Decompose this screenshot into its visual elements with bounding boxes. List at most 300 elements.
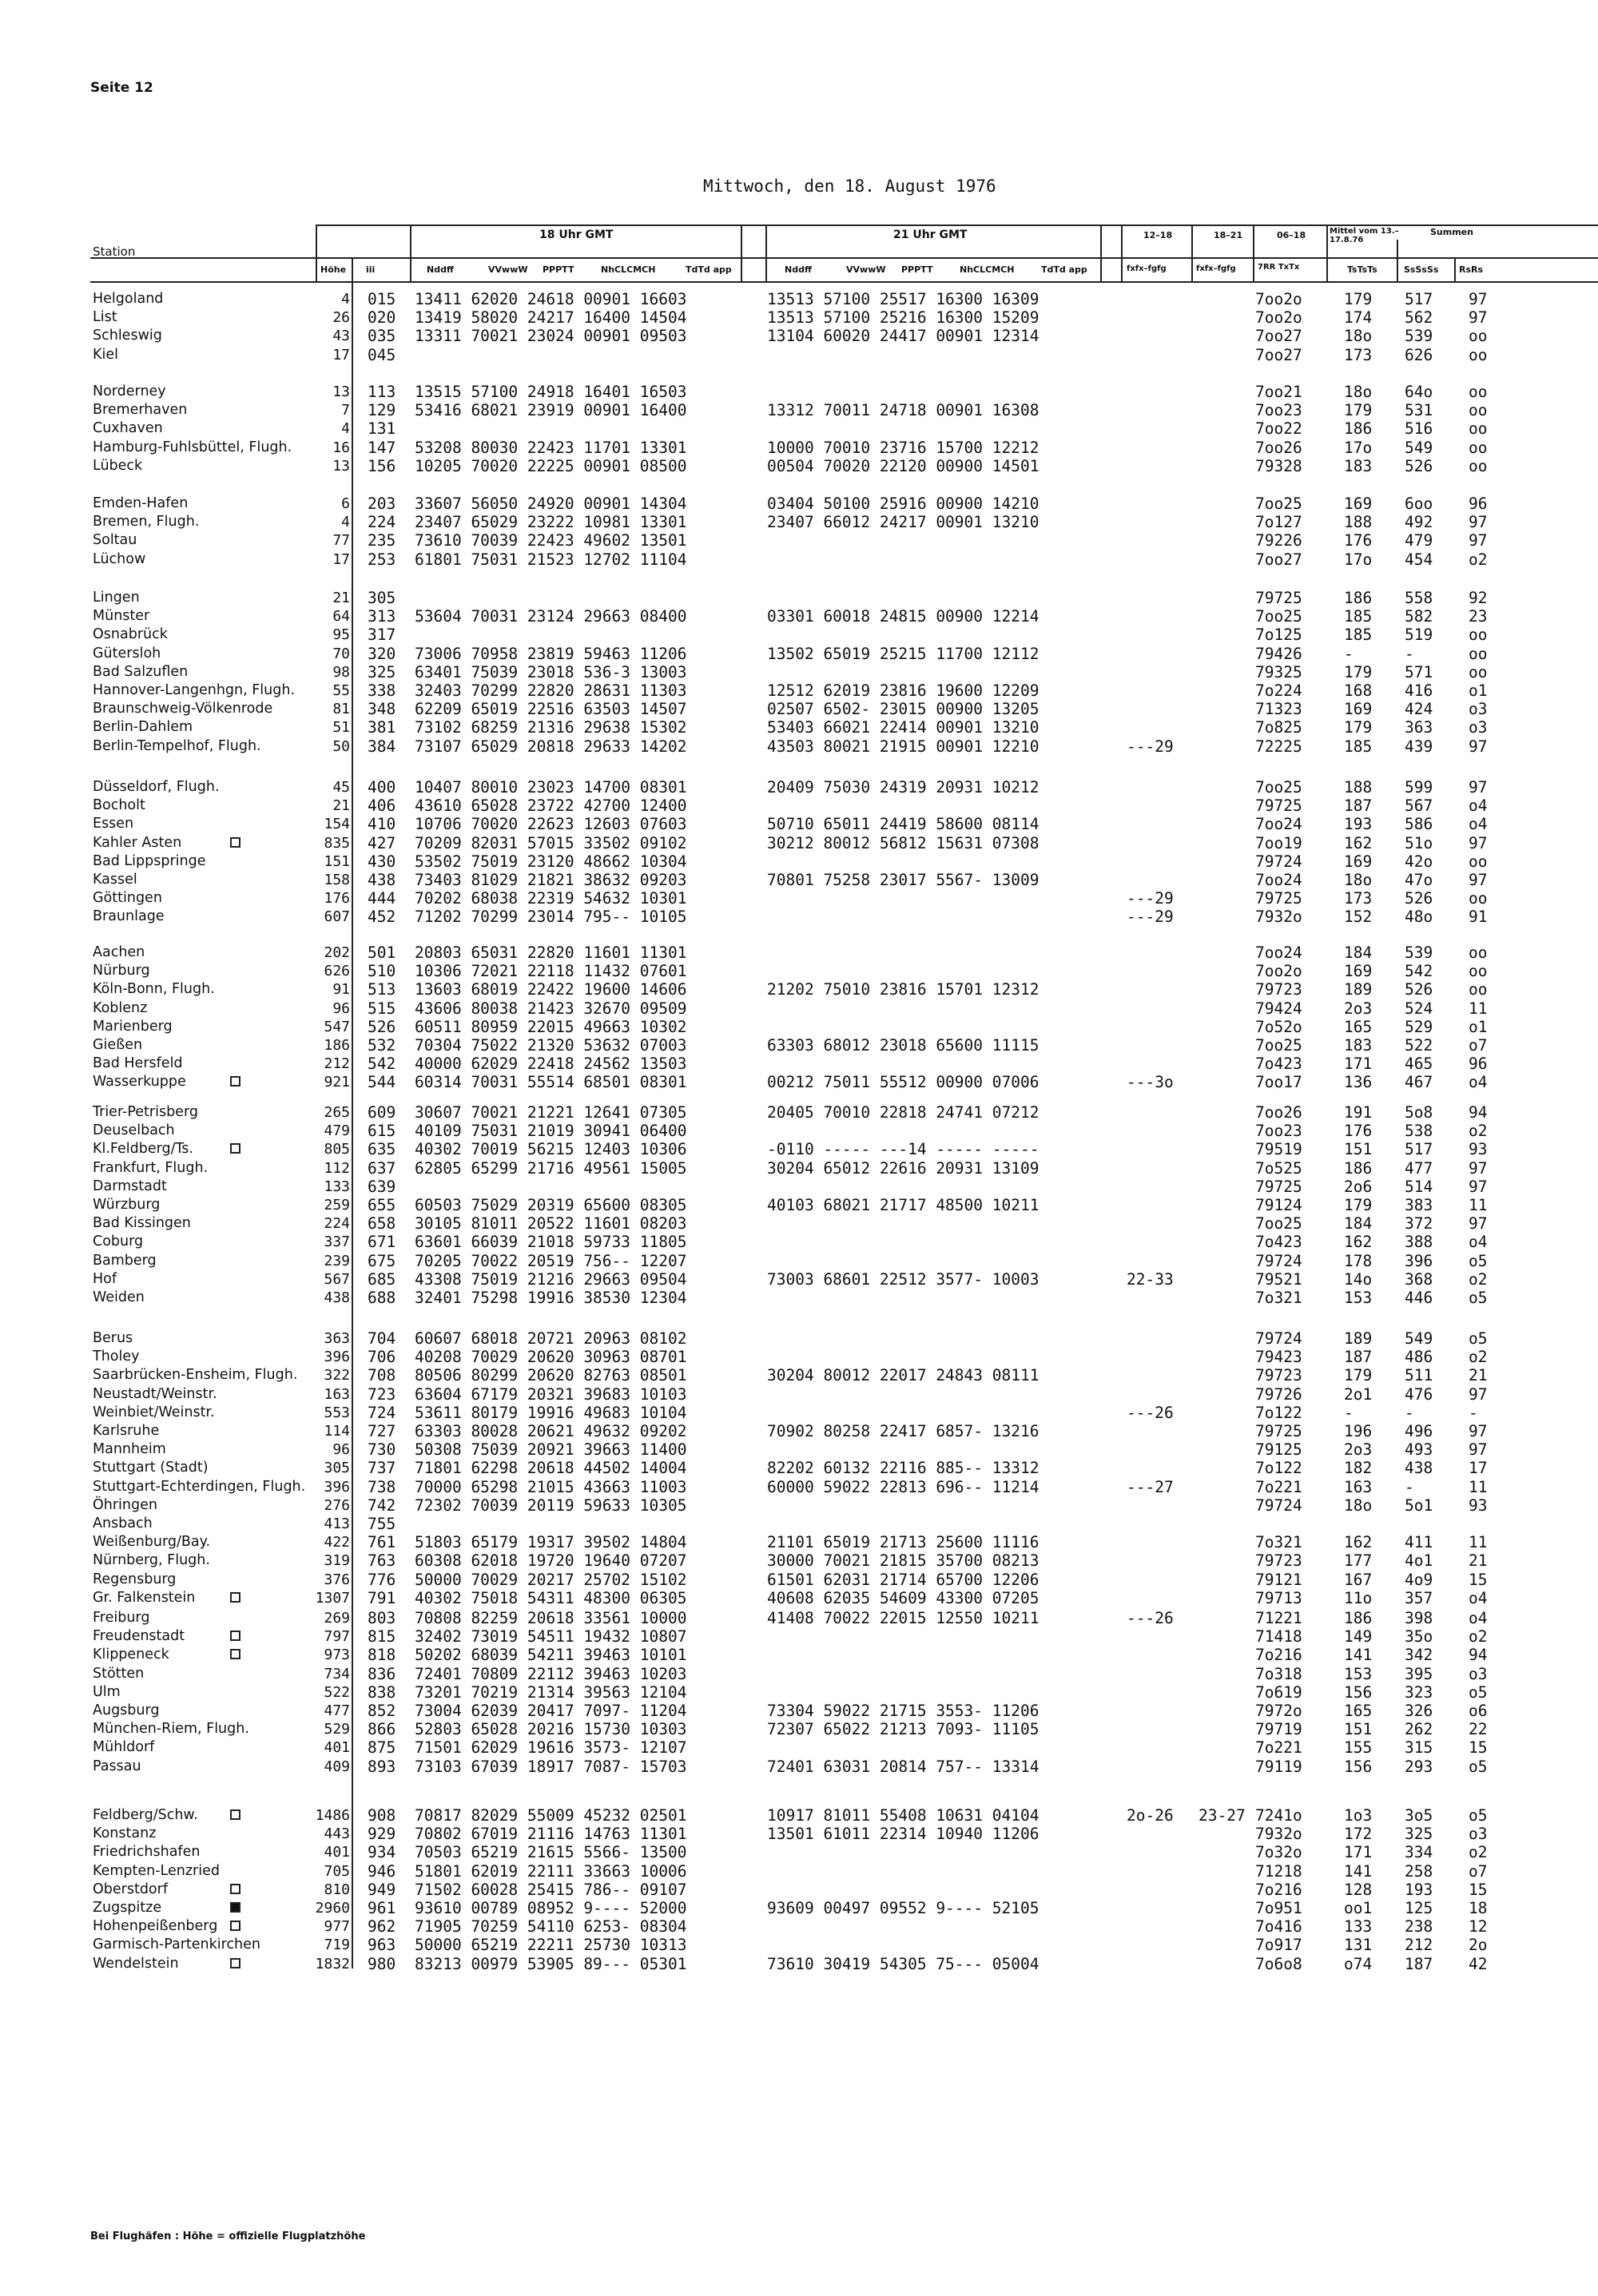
station-id: 113 bbox=[368, 383, 396, 401]
station-height: 96 bbox=[332, 999, 350, 1017]
temp-sum: 18o bbox=[1344, 1496, 1373, 1515]
value-06-18: 7oo23 bbox=[1255, 1122, 1302, 1141]
rain-sum: 97 bbox=[1469, 1384, 1488, 1404]
station-height: 734 bbox=[324, 1665, 350, 1682]
station-id: 704 bbox=[368, 1329, 396, 1348]
header-group-18: 18 Uhr GMT bbox=[539, 228, 614, 241]
rain-sum: 15 bbox=[1469, 1738, 1488, 1758]
sun-sum: 4o1 bbox=[1405, 1551, 1433, 1571]
station-name: Hamburg-Fuhlsbüttel, Flugh. bbox=[93, 439, 292, 455]
obs-18-gmt: 60308 62018 19720 19640 07207 bbox=[415, 1551, 687, 1571]
station-name: Hof bbox=[93, 1270, 117, 1287]
mountain-station-icon bbox=[230, 837, 240, 848]
obs-18-gmt: 10407 80010 23023 14700 08301 bbox=[415, 778, 687, 796]
rain-sum: 92 bbox=[1469, 589, 1488, 607]
station-id: 045 bbox=[368, 345, 396, 364]
station-name: Bremen, Flugh. bbox=[93, 514, 200, 530]
temp-sum: 191 bbox=[1344, 1103, 1373, 1122]
station-id: 317 bbox=[368, 626, 396, 645]
rain-sum: 11 bbox=[1469, 1196, 1488, 1214]
temp-sum: 141 bbox=[1344, 1861, 1373, 1881]
rain-sum: o5 bbox=[1469, 1806, 1488, 1825]
obs-18-gmt: 71502 60028 25415 786-- 09107 bbox=[415, 1880, 687, 1899]
obs-18-gmt: 10306 72021 22118 11432 07601 bbox=[415, 962, 687, 981]
obs-18-gmt: 73201 70219 21314 39563 12104 bbox=[415, 1682, 687, 1702]
obs-18-gmt: 13603 68019 22422 19600 14606 bbox=[415, 980, 687, 999]
rain-sum: o5 bbox=[1469, 1251, 1488, 1270]
station-name: Mannheim bbox=[93, 1441, 166, 1458]
table-row bbox=[0, 550, 1598, 569]
sun-sum: 539 bbox=[1405, 943, 1433, 962]
rain-sum: 97 bbox=[1469, 513, 1488, 532]
temp-sum: 184 bbox=[1344, 1214, 1373, 1233]
value-06-18: 7oo26 bbox=[1255, 1103, 1302, 1122]
station-id: 129 bbox=[368, 401, 396, 420]
obs-18-gmt: 71501 62029 19616 3573- 12107 bbox=[415, 1738, 687, 1758]
obs-18-gmt: 62209 65019 22516 63503 14507 bbox=[415, 700, 687, 719]
temp-sum: 183 bbox=[1344, 1036, 1373, 1055]
table-row bbox=[0, 1178, 1598, 1196]
value-06-18: 79723 bbox=[1255, 980, 1302, 999]
table-row bbox=[0, 663, 1598, 681]
obs-18-gmt: 50000 65219 22211 25730 10313 bbox=[415, 1936, 687, 1955]
station-height: 96 bbox=[332, 1441, 350, 1459]
station-id: 730 bbox=[368, 1440, 396, 1460]
station-name: Schleswig bbox=[93, 328, 162, 344]
sun-sum: 567 bbox=[1405, 796, 1433, 816]
temp-sum: 172 bbox=[1344, 1825, 1373, 1844]
value-06-18: 79519 bbox=[1255, 1140, 1302, 1159]
station-height: 719 bbox=[324, 1937, 350, 1954]
station-name: Freudenstadt bbox=[93, 1628, 185, 1645]
sun-sum: 258 bbox=[1405, 1861, 1433, 1881]
gust-12-18: ---29 bbox=[1127, 889, 1174, 908]
table-row bbox=[0, 1233, 1598, 1251]
obs-18-gmt: 60314 70031 55514 68501 08301 bbox=[415, 1073, 687, 1092]
value-06-18: 7o416 bbox=[1255, 1917, 1302, 1937]
sun-sum: 562 bbox=[1405, 308, 1433, 328]
table-row bbox=[0, 1881, 1598, 1899]
temp-sum: 2o3 bbox=[1344, 999, 1373, 1018]
obs-18-gmt: 53416 68021 23919 00901 16400 bbox=[415, 401, 687, 420]
station-id: 637 bbox=[368, 1158, 396, 1178]
obs-21-gmt: 73610 30419 54305 75--- 05004 bbox=[767, 1954, 1039, 1973]
station-name: Mühldorf bbox=[93, 1739, 155, 1756]
header-col-nddff-21: Nddff bbox=[785, 264, 812, 275]
station-id: 727 bbox=[368, 1422, 396, 1440]
table-row bbox=[0, 1459, 1598, 1477]
temp-sum: 176 bbox=[1344, 1122, 1373, 1141]
rain-sum: o5 bbox=[1469, 1757, 1488, 1776]
table-row bbox=[0, 1422, 1598, 1440]
table-row bbox=[0, 999, 1598, 1018]
sun-sum: 5o1 bbox=[1405, 1496, 1433, 1515]
station-id: 791 bbox=[368, 1588, 396, 1607]
temp-sum: 169 bbox=[1344, 495, 1373, 513]
station-name: Braunschweig-Völkenrode bbox=[93, 701, 273, 717]
station-id: 348 bbox=[368, 700, 396, 719]
value-06-18: 79124 bbox=[1255, 1196, 1302, 1214]
sun-sum: 516 bbox=[1405, 419, 1433, 439]
obs-18-gmt: 10205 70020 22225 00901 08500 bbox=[415, 456, 687, 475]
rain-sum: 93 bbox=[1469, 1496, 1488, 1515]
temp-sum: 153 bbox=[1344, 1289, 1373, 1307]
station-name: Hohenpeißenberg bbox=[93, 1918, 218, 1935]
station-name: Neustadt/Weinstr. bbox=[93, 1385, 217, 1402]
sun-sum: - bbox=[1405, 1477, 1414, 1496]
temp-sum: 162 bbox=[1344, 1233, 1373, 1252]
obs-18-gmt: 13515 57100 24918 16401 16503 bbox=[415, 383, 687, 401]
station-name: Berlin-Dahlem bbox=[93, 719, 193, 736]
sun-sum: 187 bbox=[1405, 1954, 1433, 1973]
table-row bbox=[0, 1385, 1598, 1404]
temp-sum: - bbox=[1344, 644, 1354, 663]
station-name: Norderney bbox=[93, 383, 166, 399]
rain-sum: 97 bbox=[1469, 737, 1488, 756]
station-name: Saarbrücken-Ensheim, Flugh. bbox=[93, 1367, 298, 1384]
table-row bbox=[0, 1758, 1598, 1776]
station-height: 376 bbox=[324, 1571, 350, 1588]
station-id: 542 bbox=[368, 1055, 396, 1074]
temp-sum: 187 bbox=[1344, 796, 1373, 816]
sun-sum: 438 bbox=[1405, 1459, 1433, 1478]
sun-sum: 549 bbox=[1405, 1329, 1433, 1348]
station-id: 755 bbox=[368, 1515, 396, 1533]
station-id: 671 bbox=[368, 1233, 396, 1252]
table-row bbox=[0, 1843, 1598, 1861]
rain-sum: 12 bbox=[1469, 1917, 1488, 1937]
sun-sum: 262 bbox=[1405, 1720, 1433, 1739]
temp-sum: oo1 bbox=[1344, 1899, 1373, 1917]
station-id: 815 bbox=[368, 1627, 396, 1647]
temp-sum: 156 bbox=[1344, 1757, 1373, 1776]
temp-sum: 167 bbox=[1344, 1570, 1373, 1589]
station-height: 95 bbox=[332, 626, 350, 644]
station-height: 797 bbox=[324, 1628, 350, 1646]
value-06-18: 7oo2o bbox=[1255, 308, 1302, 328]
station-id: 961 bbox=[368, 1899, 396, 1917]
header-sub-t: TsTsTs bbox=[1347, 264, 1377, 275]
obs-18-gmt: 73102 68259 21316 29638 15302 bbox=[415, 718, 687, 737]
table-row bbox=[0, 1496, 1598, 1515]
station-id: 852 bbox=[368, 1702, 396, 1720]
sun-sum: 193 bbox=[1405, 1880, 1433, 1899]
station-name: Klippeneck bbox=[93, 1647, 169, 1663]
value-06-18: 7oo25 bbox=[1255, 495, 1302, 513]
obs-18-gmt: 40302 75018 54311 48300 06305 bbox=[415, 1588, 687, 1607]
station-id: 147 bbox=[368, 438, 396, 457]
station-name: Weinbiet/Weinstr. bbox=[93, 1404, 215, 1420]
obs-18-gmt: 70205 70022 20519 756-- 12207 bbox=[415, 1251, 687, 1270]
station-name: Wasserkuppe bbox=[93, 1074, 186, 1090]
value-06-18: 71221 bbox=[1255, 1609, 1302, 1627]
station-id: 934 bbox=[368, 1843, 396, 1862]
sun-sum: 531 bbox=[1405, 401, 1433, 420]
obs-18-gmt: 60503 75029 20319 65600 08305 bbox=[415, 1196, 687, 1214]
temp-sum: 11o bbox=[1344, 1588, 1373, 1607]
station-height: 810 bbox=[324, 1881, 350, 1898]
obs-18-gmt: 53502 75019 23120 48662 10304 bbox=[415, 852, 687, 871]
value-06-18: 7o221 bbox=[1255, 1738, 1302, 1758]
temp-sum: 188 bbox=[1344, 513, 1373, 532]
value-06-18: 7oo25 bbox=[1255, 1036, 1302, 1055]
header-station: Station bbox=[93, 244, 136, 259]
obs-18-gmt: 53604 70031 23124 29663 08400 bbox=[415, 607, 687, 626]
temp-sum: 128 bbox=[1344, 1880, 1373, 1899]
temp-sum: 186 bbox=[1344, 1609, 1373, 1627]
table-row bbox=[0, 1665, 1598, 1683]
station-id: 203 bbox=[368, 495, 396, 513]
station-height: 438 bbox=[324, 1289, 350, 1306]
temp-sum: 141 bbox=[1344, 1646, 1373, 1665]
station-name: Münster bbox=[93, 608, 150, 625]
temp-sum: 186 bbox=[1344, 589, 1373, 607]
sun-sum: 6oo bbox=[1405, 495, 1433, 513]
table-row bbox=[0, 980, 1598, 999]
obs-18-gmt: 30607 70021 21221 12641 07305 bbox=[415, 1103, 687, 1122]
station-name: Kiel bbox=[93, 346, 118, 363]
station-height: 4 bbox=[341, 514, 350, 531]
table-row bbox=[0, 439, 1598, 457]
station-height: 4 bbox=[341, 420, 350, 438]
station-name: Bad Lippspringe bbox=[93, 852, 206, 869]
temp-sum: 193 bbox=[1344, 815, 1373, 834]
table-row bbox=[0, 908, 1598, 926]
rain-sum: oo bbox=[1469, 662, 1488, 681]
station-id: 253 bbox=[368, 550, 396, 569]
station-name: Stuttgart-Echterdingen, Flugh. bbox=[93, 1478, 306, 1495]
sun-sum: 479 bbox=[1405, 531, 1433, 550]
station-height: 112 bbox=[324, 1159, 350, 1177]
table-row bbox=[0, 1103, 1598, 1122]
obs-18-gmt: 62805 65299 21716 49561 15005 bbox=[415, 1158, 687, 1178]
station-height: 13 bbox=[332, 457, 350, 475]
station-height: 176 bbox=[324, 890, 350, 908]
obs-18-gmt: 60511 80959 22015 49663 10302 bbox=[415, 1017, 687, 1036]
station-name: Weiden bbox=[93, 1289, 145, 1305]
station-id: 875 bbox=[368, 1738, 396, 1758]
station-name: Deuselbach bbox=[93, 1122, 175, 1139]
station-height: 921 bbox=[324, 1074, 350, 1091]
temp-sum: 177 bbox=[1344, 1551, 1373, 1571]
value-06-18: 7oo23 bbox=[1255, 401, 1302, 420]
table-row bbox=[0, 1917, 1598, 1936]
station-id: 305 bbox=[368, 589, 396, 607]
station-height: 529 bbox=[324, 1721, 350, 1738]
sun-sum: 3o5 bbox=[1405, 1806, 1433, 1825]
sun-sum: 529 bbox=[1405, 1017, 1433, 1036]
station-height: 2960 bbox=[315, 1900, 350, 1917]
sun-sum: 383 bbox=[1405, 1196, 1433, 1214]
station-id: 015 bbox=[368, 290, 396, 308]
rain-sum: oo bbox=[1469, 644, 1488, 663]
temp-sum: 184 bbox=[1344, 943, 1373, 962]
station-id: 338 bbox=[368, 681, 396, 700]
table-row bbox=[0, 943, 1598, 962]
station-id: 742 bbox=[368, 1496, 396, 1515]
table-row bbox=[0, 1140, 1598, 1158]
sun-sum: 51o bbox=[1405, 833, 1433, 852]
station-id: 438 bbox=[368, 871, 396, 889]
station-name: Berus bbox=[93, 1330, 133, 1346]
rain-sum: 11 bbox=[1469, 1533, 1488, 1552]
sun-sum: 363 bbox=[1405, 718, 1433, 737]
value-06-18: 7o951 bbox=[1255, 1899, 1302, 1917]
value-06-18: 79725 bbox=[1255, 889, 1302, 908]
value-06-18: 79119 bbox=[1255, 1757, 1302, 1776]
temp-sum: 183 bbox=[1344, 456, 1373, 475]
station-height: 322 bbox=[324, 1367, 350, 1384]
rain-sum: oo bbox=[1469, 401, 1488, 420]
table-row bbox=[0, 1036, 1598, 1055]
value-06-18: 7oo24 bbox=[1255, 943, 1302, 962]
station-height: 305 bbox=[324, 1460, 350, 1477]
obs-18-gmt: 60607 68018 20721 20963 08102 bbox=[415, 1329, 687, 1348]
station-height: 224 bbox=[324, 1215, 350, 1233]
temp-sum: 2o6 bbox=[1344, 1177, 1373, 1196]
station-id: 893 bbox=[368, 1757, 396, 1776]
station-name: Kahler Asten bbox=[93, 834, 182, 851]
station-name: Tholey bbox=[93, 1349, 140, 1365]
table-row bbox=[0, 1366, 1598, 1384]
gust-12-18: ---26 bbox=[1127, 1609, 1174, 1627]
sun-sum: 496 bbox=[1405, 1422, 1433, 1440]
station-id: 515 bbox=[368, 999, 396, 1018]
value-06-18: 7972o bbox=[1255, 1702, 1302, 1720]
value-06-18: 7oo24 bbox=[1255, 871, 1302, 889]
value-06-18: 7o321 bbox=[1255, 1289, 1302, 1307]
header-col-dewpoint-18: TdTd app bbox=[686, 264, 732, 275]
station-height: 21 bbox=[332, 797, 350, 815]
rain-sum: 11 bbox=[1469, 999, 1488, 1018]
rain-sum: 97 bbox=[1469, 778, 1488, 796]
value-06-18: 72225 bbox=[1255, 737, 1302, 756]
station-id: 737 bbox=[368, 1459, 396, 1478]
temp-sum: - bbox=[1344, 1403, 1354, 1422]
table-row bbox=[0, 1196, 1598, 1214]
mountain-station-icon bbox=[230, 1809, 240, 1820]
station-height: 13 bbox=[332, 383, 350, 400]
station-id: 320 bbox=[368, 644, 396, 663]
obs-18-gmt: 50000 70029 20217 25702 15102 bbox=[415, 1570, 687, 1589]
value-06-18: 7o216 bbox=[1255, 1880, 1302, 1899]
header-col-ppptt-21: PPPTT bbox=[901, 264, 933, 275]
rain-sum: o4 bbox=[1469, 815, 1488, 834]
obs-18-gmt: 80506 80299 20620 82763 08501 bbox=[415, 1366, 687, 1385]
value-06-18: 7932o bbox=[1255, 908, 1302, 927]
sun-sum: 416 bbox=[1405, 681, 1433, 700]
obs-18-gmt: 70202 68038 22319 54632 10301 bbox=[415, 889, 687, 908]
value-06-18: 7o321 bbox=[1255, 1533, 1302, 1552]
table-row bbox=[0, 962, 1598, 980]
temp-sum: 174 bbox=[1344, 308, 1373, 328]
table-row bbox=[0, 346, 1598, 364]
obs-21-gmt: 43503 80021 21915 00901 12210 bbox=[767, 737, 1039, 756]
station-name: Coburg bbox=[93, 1233, 144, 1250]
rain-sum: oo bbox=[1469, 345, 1488, 364]
sun-sum: 125 bbox=[1405, 1899, 1433, 1917]
sun-sum: 582 bbox=[1405, 607, 1433, 626]
station-name: Cuxhaven bbox=[93, 420, 163, 437]
sun-sum: 514 bbox=[1405, 1177, 1433, 1196]
obs-18-gmt: 32403 70299 22820 28631 11303 bbox=[415, 681, 687, 700]
table-row bbox=[0, 1683, 1598, 1702]
station-name: Düsseldorf, Flugh. bbox=[93, 779, 220, 795]
value-06-18: 7o318 bbox=[1255, 1664, 1302, 1683]
header-col-clouds-21: NhCLCMCH bbox=[960, 264, 1015, 275]
station-name: Passau bbox=[93, 1758, 141, 1774]
temp-sum: 18o bbox=[1344, 871, 1373, 889]
sun-sum: 446 bbox=[1405, 1289, 1433, 1307]
station-height: 553 bbox=[324, 1404, 350, 1421]
obs-18-gmt: 50202 68039 54211 39463 10101 bbox=[415, 1646, 687, 1665]
obs-18-gmt: 71202 70299 23014 795-- 10105 bbox=[415, 908, 687, 927]
station-height: 163 bbox=[324, 1385, 350, 1403]
obs-21-gmt: 70801 75258 23017 5567- 13009 bbox=[767, 871, 1039, 889]
obs-18-gmt: 63604 67179 20321 39683 10103 bbox=[415, 1384, 687, 1404]
station-name: Kassel bbox=[93, 872, 137, 888]
station-height: 6 bbox=[341, 495, 350, 512]
rain-sum: 97 bbox=[1469, 1440, 1488, 1460]
rain-sum: - bbox=[1469, 1403, 1478, 1422]
rain-sum: o4 bbox=[1469, 1588, 1488, 1607]
sun-sum: 511 bbox=[1405, 1366, 1433, 1385]
table-row bbox=[0, 589, 1598, 607]
header-col-vvwww-18: VVwwW bbox=[488, 264, 528, 275]
obs-21-gmt: 03404 50100 25916 00900 14210 bbox=[767, 495, 1039, 513]
value-06-18: 7oo2o bbox=[1255, 962, 1302, 981]
rain-sum: o5 bbox=[1469, 1682, 1488, 1702]
station-name: Wendelstein bbox=[93, 1955, 179, 1972]
station-name: Kempten-Lenzried bbox=[93, 1862, 220, 1879]
header-col-vvwww-21: VVwwW bbox=[846, 264, 886, 275]
page-title: Mittwoch, den 18. August 1976 bbox=[703, 177, 996, 196]
table-row bbox=[0, 852, 1598, 871]
page-number: Seite 12 bbox=[90, 80, 153, 96]
station-name: Frankfurt, Flugh. bbox=[93, 1159, 209, 1176]
station-name: Lübeck bbox=[93, 457, 143, 474]
rain-sum: 93 bbox=[1469, 1140, 1488, 1159]
sun-sum: 357 bbox=[1405, 1588, 1433, 1607]
mountain-station-icon bbox=[230, 1921, 240, 1931]
value-06-18: 7oo24 bbox=[1255, 815, 1302, 834]
station-name: Essen bbox=[93, 816, 134, 832]
table-row bbox=[0, 1515, 1598, 1533]
value-06-18: 7oo2o bbox=[1255, 290, 1302, 308]
value-06-18: 7oo25 bbox=[1255, 607, 1302, 626]
station-height: 835 bbox=[324, 834, 350, 852]
obs-21-gmt: 03301 60018 24815 00900 12214 bbox=[767, 607, 1039, 626]
value-06-18: 7oo25 bbox=[1255, 1214, 1302, 1233]
table-row bbox=[0, 531, 1598, 550]
value-06-18: 7o216 bbox=[1255, 1646, 1302, 1665]
header-gust-18-21: 18–21 bbox=[1214, 230, 1243, 240]
rain-sum: 97 bbox=[1469, 1158, 1488, 1178]
table-row bbox=[0, 1122, 1598, 1140]
obs-18-gmt: 63303 80028 20621 49632 09202 bbox=[415, 1422, 687, 1440]
rain-sum: 97 bbox=[1469, 871, 1488, 889]
station-id: 818 bbox=[368, 1646, 396, 1665]
obs-18-gmt: 63401 75039 23018 536-3 13003 bbox=[415, 662, 687, 681]
station-height: 401 bbox=[324, 1739, 350, 1757]
rain-sum: 94 bbox=[1469, 1646, 1488, 1665]
table-row bbox=[0, 815, 1598, 833]
table-row bbox=[0, 1720, 1598, 1738]
temp-sum: 133 bbox=[1344, 1917, 1373, 1937]
value-06-18: 7o619 bbox=[1255, 1682, 1302, 1702]
value-06-18: 7o423 bbox=[1255, 1055, 1302, 1074]
table-row bbox=[0, 1646, 1598, 1664]
